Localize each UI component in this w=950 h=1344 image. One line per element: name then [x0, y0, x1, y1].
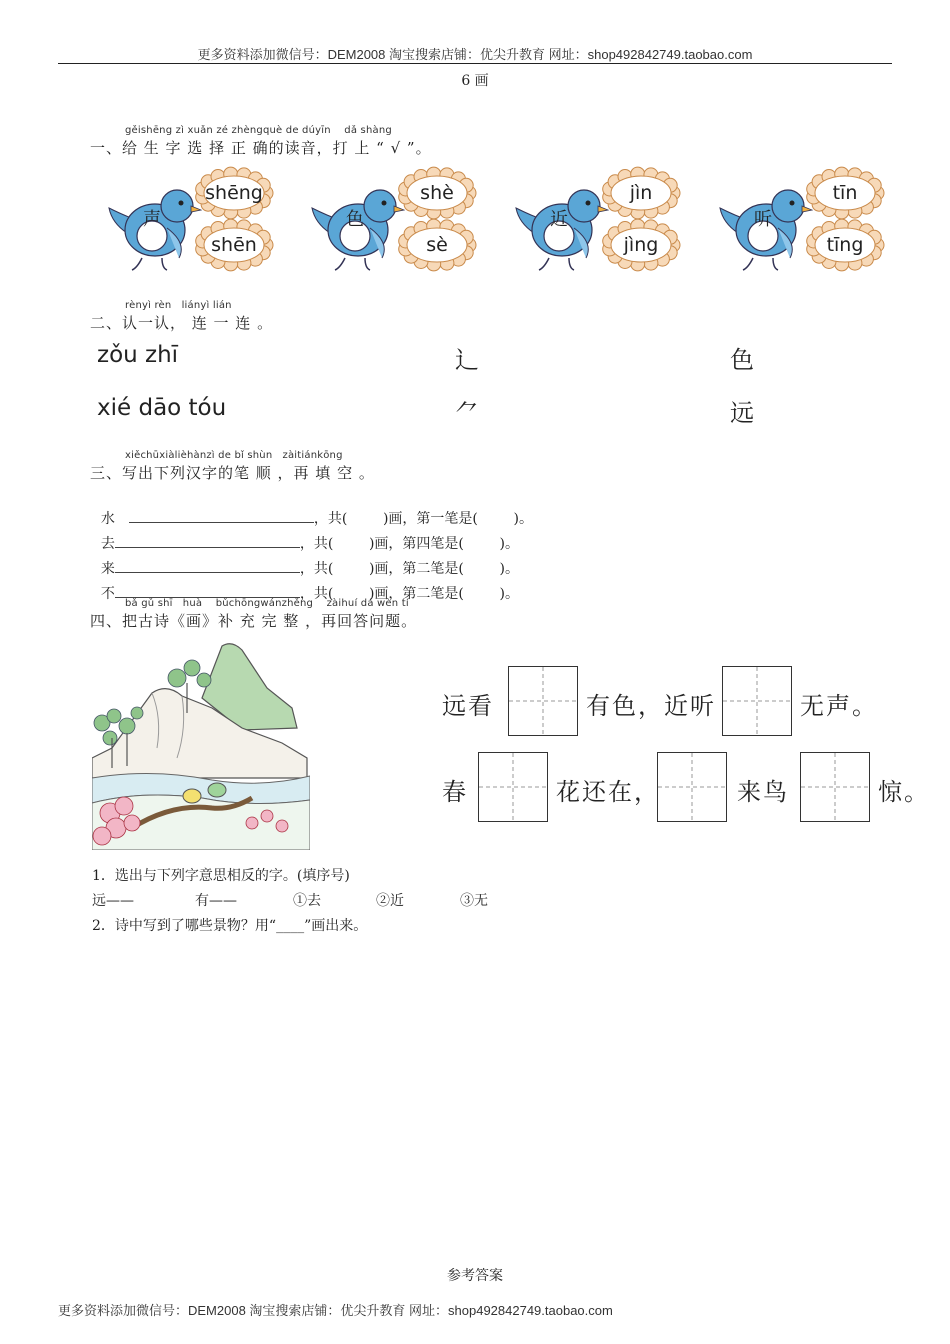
pinyin-option-text: shēn — [211, 234, 257, 256]
pinyin-option-text: jìn — [629, 182, 653, 204]
pinyin-option-text: sè — [426, 234, 448, 256]
tianzige-box[interactable] — [722, 666, 792, 736]
page-footer: 更多资料添加微信号：DEM2008 淘宝搜索店铺：优尖升教育 网址：shop492842749.taobao.com — [58, 1303, 613, 1318]
pinyin-option-bottom[interactable] — [602, 220, 680, 270]
tianzige-box[interactable] — [657, 752, 727, 822]
page-header: 更多资料添加微信号：DEM2008 淘宝搜索店铺：优尖升教育 网址：shop492842749.taobao.com — [197, 47, 753, 62]
match-left-1[interactable]: zǒu zhī — [97, 342, 179, 368]
pinyin-option-top[interactable] — [398, 168, 476, 218]
answer-title: 参考答案 — [447, 1268, 503, 1284]
bird-group-3 — [514, 163, 689, 273]
section1-pinyin: gěishēng zì xuǎn zé zhèngquè de dúyīn dǎ shàng — [125, 125, 392, 136]
poem-line1-part3: 无声。 — [800, 692, 878, 720]
pinyin-option-text: jìng — [623, 234, 659, 256]
pinyin-option-bottom[interactable] — [806, 220, 884, 270]
bird-character: 色 — [346, 209, 364, 230]
section3-pinyin: xiěchūxiàlièhànzì de bǐ shùn zàitiánkōng — [125, 450, 343, 461]
pinyin-option-text: shēng — [205, 182, 263, 204]
pinyin-option-top[interactable] — [602, 168, 680, 218]
question-2: 2．诗中写到了哪些景物？用“____”画出来。 — [92, 918, 368, 934]
bird-character: 声 — [143, 209, 161, 230]
poem-line1-part2: 有色，近听 — [586, 692, 716, 720]
header-rule — [58, 63, 892, 64]
tianzige-box[interactable] — [800, 752, 870, 822]
match-middle-1[interactable]: 辶 — [455, 346, 479, 374]
pinyin-option-top[interactable] — [806, 168, 884, 218]
pinyin-option-bottom[interactable] — [398, 220, 476, 270]
q1-item-far: 远—— — [92, 893, 134, 909]
stroke-row-char: 水 — [100, 511, 115, 527]
q1-option-2[interactable]: ②近 — [376, 893, 404, 909]
bird-group-4 — [718, 163, 893, 273]
tianzige-guide — [509, 667, 577, 735]
stroke-row-char: 来 — [100, 561, 115, 577]
pinyin-option-text: tīn — [832, 182, 858, 204]
stroke-row-text: ，共( )画，第二笔是( )。 — [299, 561, 519, 577]
tianzige-guide — [658, 753, 726, 821]
match-right-1[interactable]: 色 — [730, 346, 754, 374]
section3-title: 三、写出下列汉字的笔 顺 ，再 填 空 。 — [90, 464, 375, 482]
match-middle-2[interactable]: ⺈ — [455, 399, 479, 427]
tianzige-guide — [801, 753, 869, 821]
stroke-row-char: 不 — [100, 586, 115, 602]
pinyin-option-bottom[interactable] — [195, 220, 273, 270]
stroke-row-text: ，共( )画，第四笔是( )。 — [299, 536, 519, 552]
poem-line2-part2: 花还在， — [556, 778, 660, 806]
section4-title: 四、把古诗《画》补 充 完 整 ，再回答问题。 — [90, 612, 418, 630]
bird-group-1 — [107, 163, 282, 273]
stroke-order-blank[interactable] — [115, 583, 300, 598]
poem-line2-part4: 惊。 — [878, 778, 930, 806]
q1-item-have: 有—— — [195, 893, 237, 909]
q1-option-3[interactable]: ③无 — [460, 893, 488, 909]
section4-pinyin: bǎ gǔ shī huà bǔchōngwánzhěng zàihuí dá wèn tí — [125, 598, 409, 609]
tianzige-box[interactable] — [508, 666, 578, 736]
poem-line2-part1: 春 — [442, 778, 468, 806]
stroke-row-text: ，共( )画，第一笔是( )。 — [313, 511, 533, 527]
section2-pinyin: rènyì rèn liányì lián — [125, 300, 232, 311]
poem-line1-part1: 远看 — [442, 692, 494, 720]
tianzige-guide — [479, 753, 547, 821]
bird-character: 听 — [754, 209, 772, 230]
match-left-2[interactable]: xié dāo tóu — [97, 395, 227, 421]
tianzige-box[interactable] — [478, 752, 548, 822]
landscape-illustration — [92, 638, 310, 850]
tianzige-guide — [723, 667, 791, 735]
question-1: 1．选出与下列字意思相反的字。(填序号) — [92, 868, 350, 884]
section2-title: 二、认一认， 连 一 连 。 — [90, 314, 274, 332]
pinyin-option-top[interactable] — [195, 168, 273, 218]
match-right-2[interactable]: 远 — [730, 399, 754, 427]
q1-option-1[interactable]: ①去 — [293, 893, 321, 909]
pinyin-option-text: shè — [420, 182, 454, 204]
pinyin-option-text: tīng — [826, 234, 864, 256]
stroke-row-char: 去 — [100, 536, 115, 552]
bird-character: 近 — [550, 209, 568, 230]
section1-title: 一、给 生 字 选 择 正 确的读音，打 上 “ √ ”。 — [90, 139, 432, 157]
bird-group-2 — [310, 163, 485, 273]
stroke-row-text: ，共( )画，第二笔是( )。 — [299, 586, 519, 602]
poem-line2-part3: 来鸟 — [737, 778, 789, 806]
lesson-title: 6 画 — [461, 73, 489, 89]
